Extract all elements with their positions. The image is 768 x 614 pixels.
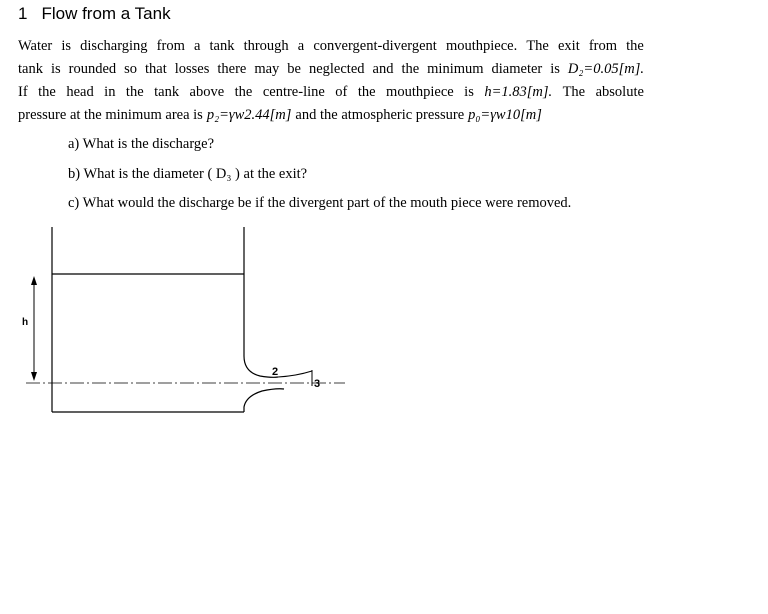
word: minimum bbox=[427, 61, 484, 77]
line4-pre: pressure at the minimum area is bbox=[18, 107, 203, 123]
question-a: a) What is the discharge? bbox=[68, 136, 215, 152]
word: the bbox=[234, 84, 253, 100]
word: above bbox=[189, 84, 225, 100]
p2-equation: p₂=γw2.44[m] bbox=[206, 107, 292, 123]
word: discharging bbox=[80, 38, 148, 54]
arrow-up-icon bbox=[31, 276, 37, 285]
word: If bbox=[18, 84, 28, 100]
word: so bbox=[124, 61, 138, 77]
word: from bbox=[588, 38, 618, 54]
word: be bbox=[287, 61, 301, 77]
word: a bbox=[193, 38, 201, 54]
word: head bbox=[66, 84, 94, 100]
line4-mid: and the atmospheric pressure bbox=[295, 107, 465, 123]
word: losses bbox=[174, 61, 210, 77]
word: tank bbox=[154, 84, 180, 100]
word: is bbox=[550, 61, 560, 77]
word: that bbox=[145, 61, 167, 77]
word: the bbox=[626, 38, 644, 54]
question-b: b) What is the diameter ( D₃ ) at the exit? bbox=[68, 165, 308, 182]
d2-equation: D₂=0.05[m]. bbox=[567, 61, 644, 77]
word: Water bbox=[18, 38, 53, 54]
h-equation: h=1.83[m]. bbox=[484, 84, 553, 100]
arrow-down-icon bbox=[31, 372, 37, 381]
word: rounded bbox=[68, 61, 117, 77]
label-h: h bbox=[22, 317, 29, 328]
word: mouthpiece. bbox=[445, 38, 518, 54]
label-section-2: 2 bbox=[272, 366, 279, 378]
word: the bbox=[401, 61, 420, 77]
word: The bbox=[562, 84, 586, 100]
word: through bbox=[243, 38, 289, 54]
word: tank bbox=[209, 38, 235, 54]
mouthpiece-upper-diverge bbox=[278, 371, 312, 377]
section-title: Flow from a Tank bbox=[41, 4, 171, 23]
section-number: 1 bbox=[18, 4, 28, 23]
word: absolute bbox=[595, 84, 644, 100]
word: is bbox=[61, 38, 72, 54]
word: neglected bbox=[308, 61, 365, 77]
word: in bbox=[104, 84, 116, 100]
label-section-3: 3 bbox=[314, 378, 321, 390]
p0-equation: p₀=γw10[m] bbox=[468, 107, 542, 123]
word: tank bbox=[18, 61, 43, 77]
word: mouthpiece bbox=[386, 84, 454, 100]
word: and bbox=[372, 61, 394, 77]
word: exit bbox=[557, 38, 580, 54]
word: from bbox=[156, 38, 185, 54]
tank-right-wall-upper bbox=[244, 227, 278, 377]
word: a bbox=[297, 38, 305, 54]
word: centre-line bbox=[262, 84, 325, 100]
word: there bbox=[217, 61, 247, 77]
word: the bbox=[357, 84, 376, 100]
word: The bbox=[526, 38, 549, 54]
word: convergent-divergent bbox=[313, 38, 437, 54]
word: the bbox=[125, 84, 144, 100]
word: is bbox=[50, 61, 61, 77]
word: the bbox=[38, 84, 56, 100]
word: of bbox=[335, 84, 348, 100]
question-c: c) What would the discharge be if the divergent part of the mouth piece were removed. bbox=[68, 195, 572, 211]
word: may bbox=[254, 61, 280, 77]
word: is bbox=[464, 84, 474, 100]
word: diameter bbox=[491, 61, 543, 77]
mouthpiece-lower-lip bbox=[244, 389, 284, 412]
